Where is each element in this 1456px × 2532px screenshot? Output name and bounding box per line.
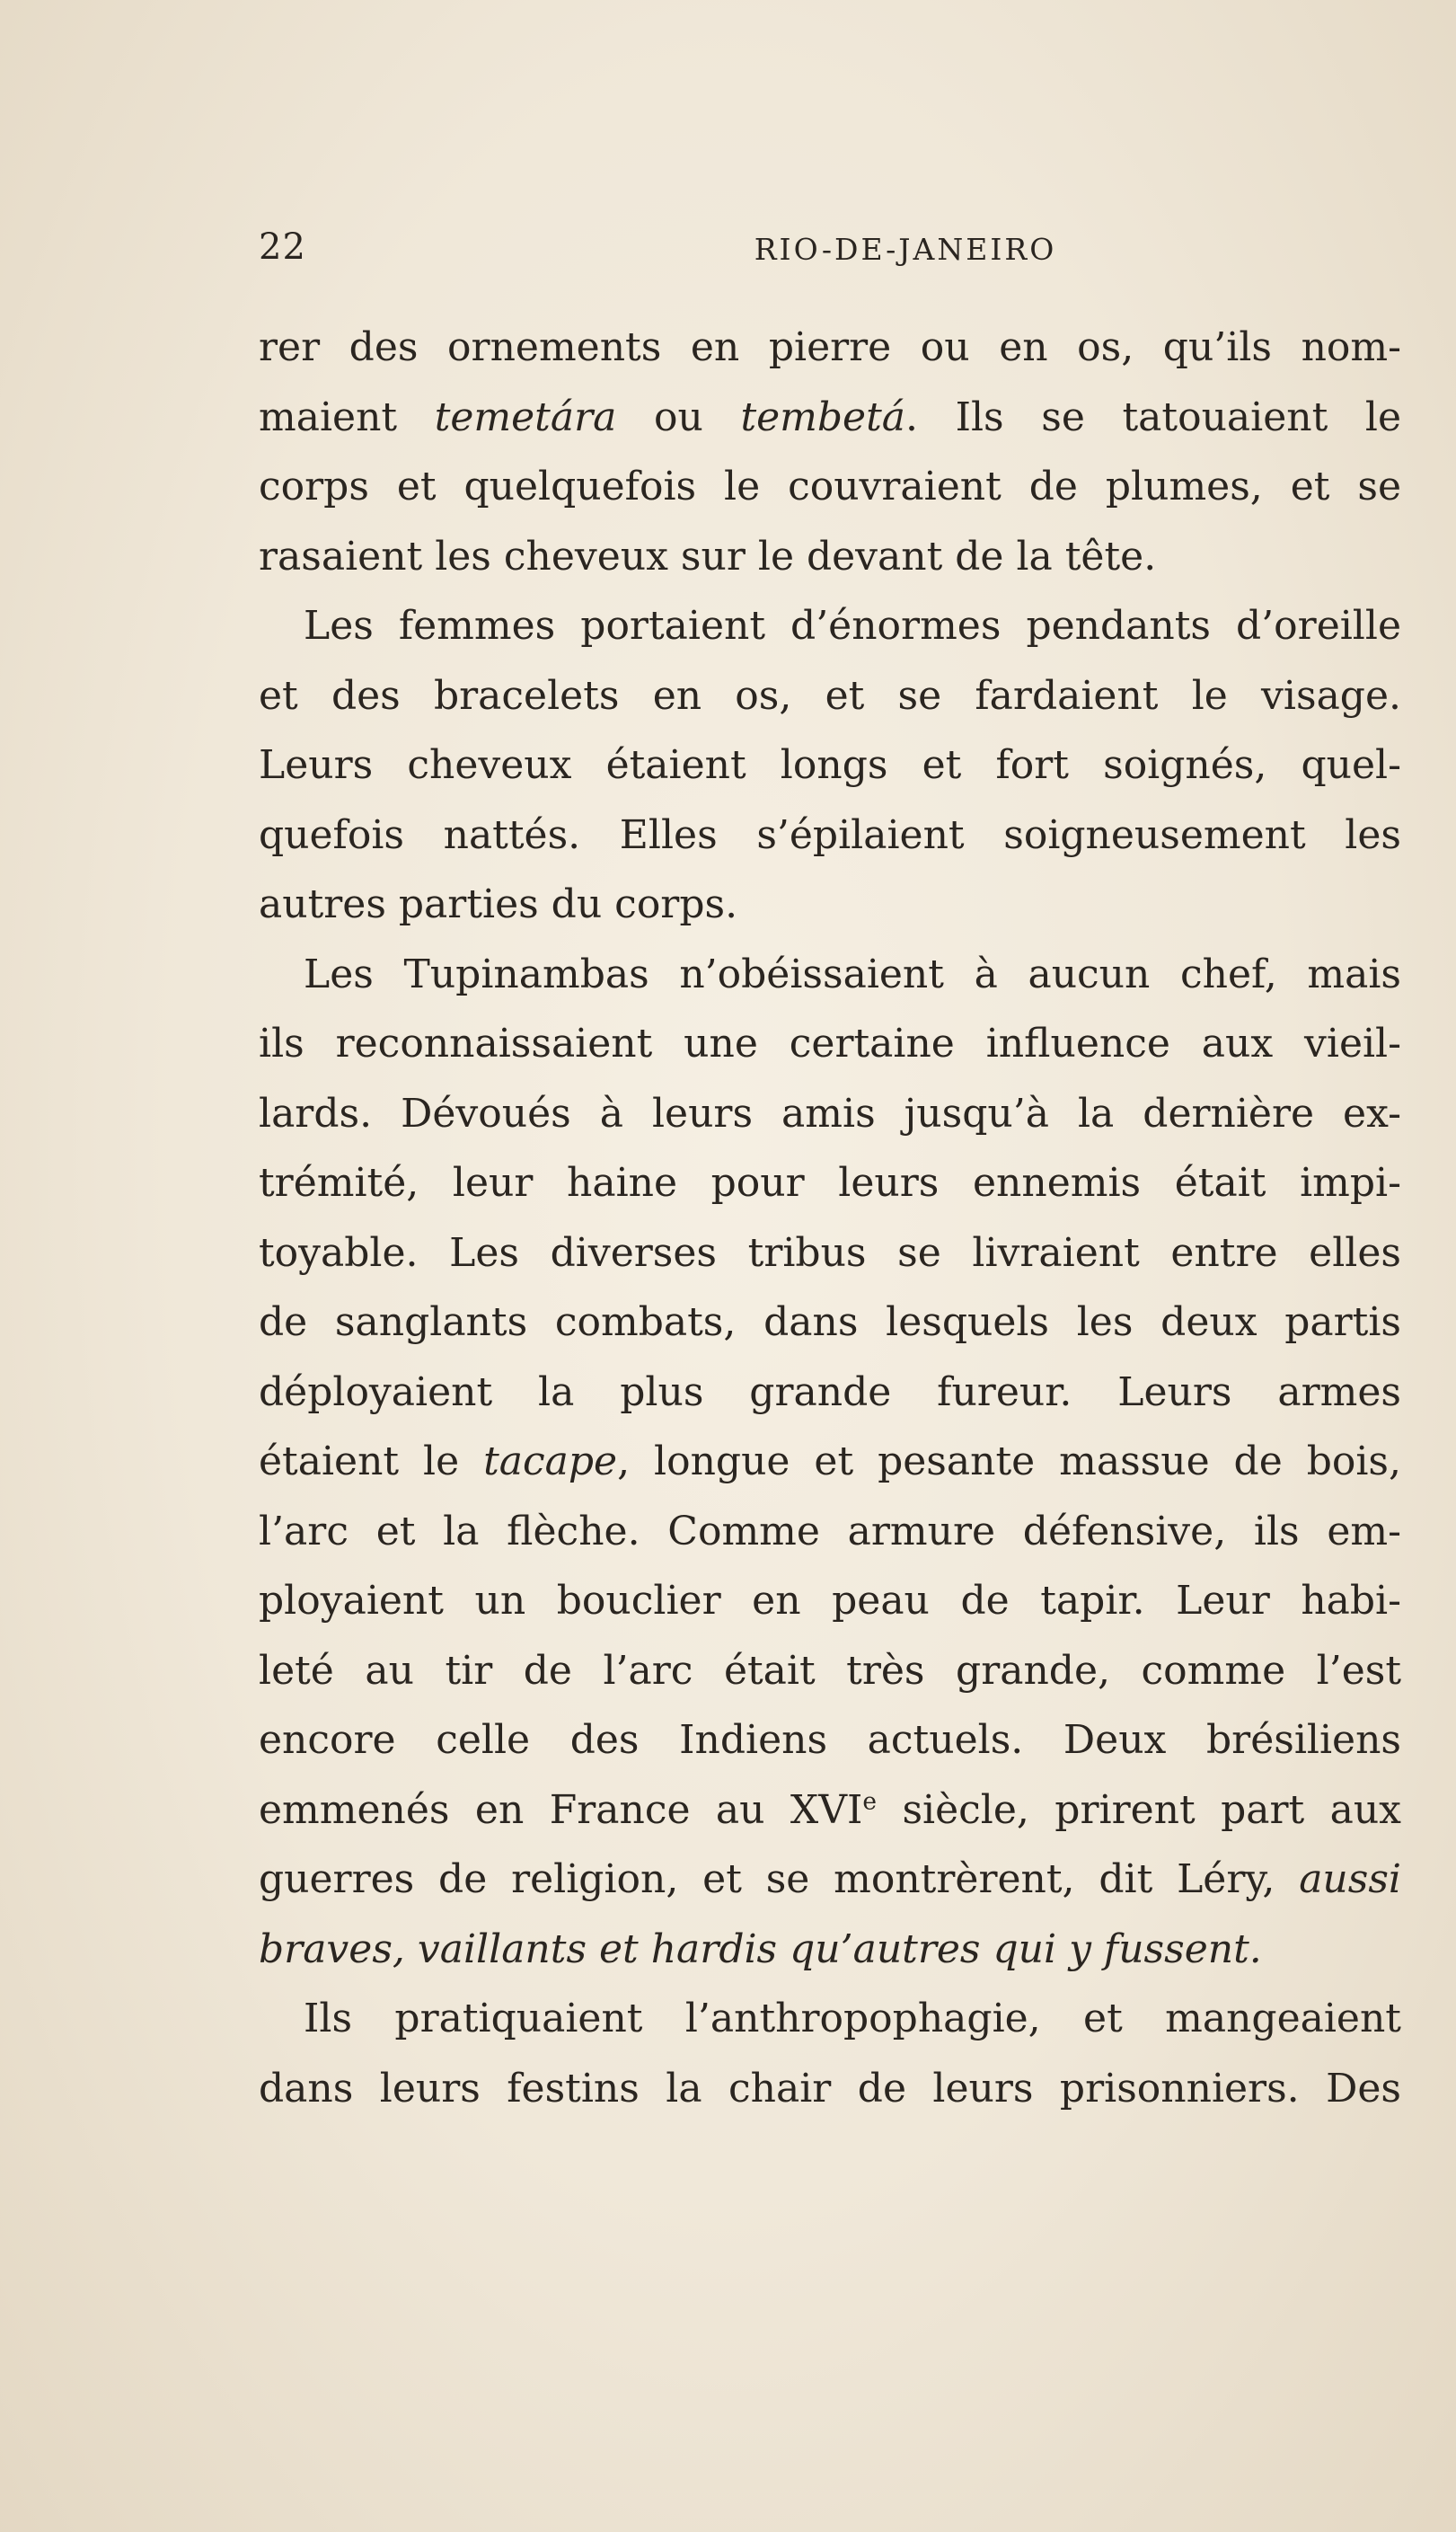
- text-line: guerres de religion, et se montrèrent, dit Léry, aussi: [259, 1856, 1401, 1902]
- text-line: Les Tupinambas n’obéissaient à aucun chef, mais: [304, 951, 1401, 997]
- text-line: déployaient la plus grande fureur. Leurs armes: [259, 1368, 1401, 1415]
- body-text: [259, 313, 1401, 2123]
- text-line: Les femmes portaient d’énormes pendants d’oreille: [304, 603, 1401, 649]
- italic-text: temetára: [434, 394, 617, 440]
- text-line: encore celle des Indiens actuels. Deux brésiliens: [259, 1717, 1401, 1763]
- text-line: étaient le tacape, longue et pesante massue de bois,: [259, 1439, 1401, 1484]
- page-number: 22: [259, 226, 306, 268]
- text-line: et des bracelets en os, et se fardaient le visage.: [259, 672, 1401, 719]
- text-line: maient temetára ou tembetá. Ils se tatouaient le: [259, 394, 1401, 440]
- italic-text: aussi: [1299, 1856, 1401, 1902]
- text-line: trémité, leur haine pour leurs ennemis était impi-: [259, 1160, 1401, 1206]
- text-line: Ils pratiquaient l’anthropophagie, et mangeaient: [304, 1996, 1401, 2041]
- paragraph: [259, 1984, 1401, 2123]
- text-line: lards. Dévoués à leurs amis jusqu’à la dernière ex-: [259, 1090, 1401, 1137]
- text-line: [259, 1915, 1401, 1985]
- text-line: ils reconnaissaient une certaine influence aux vieil-: [259, 1021, 1401, 1067]
- text-line: rer des ornements en pierre ou en os, qu’ils nom-: [259, 324, 1401, 370]
- text-line: quefois nattés. Elles s’épilaient soigneusement les: [259, 811, 1401, 858]
- text-line: de sanglants combats, dans lesquels les deux partis: [259, 1299, 1401, 1345]
- text-line: emmenés en France au XVIe siècle, prirent part aux: [259, 1786, 1401, 1833]
- paragraph: [259, 940, 1401, 1985]
- text-line: corps et quelquefois le couvraient de plumes, et se: [259, 464, 1401, 509]
- text-line: ployaient un bouclier en peau de tapir. Leur habi-: [259, 1578, 1401, 1624]
- text-line: leté au tir de l’arc était très grande, comme l’est: [259, 1647, 1401, 1694]
- paragraph: [259, 313, 1401, 591]
- italic-text: braves, vaillants et hardis qu’autres qui y fussent.: [259, 1926, 1262, 1972]
- superscript: e: [862, 1786, 878, 1815]
- text-line: dans leurs festins la chair de leurs prisonniers. Des: [259, 2065, 1401, 2111]
- running-title: RIO-DE-JANEIRO: [754, 232, 1057, 267]
- text-line: l’arc et la flèche. Comme armure défensive, ils em-: [259, 1508, 1401, 1554]
- page-header: [259, 226, 1408, 280]
- italic-text: tacape: [483, 1439, 618, 1484]
- text-line: autres parties du corps.: [259, 881, 738, 927]
- text-line: rasaient les cheveux sur le devant de la tête.: [259, 533, 1157, 580]
- text-line: Leurs cheveux étaient longs et fort soignés, quel-: [259, 742, 1401, 788]
- paragraph: [259, 591, 1401, 940]
- italic-text: tembetá: [740, 394, 905, 440]
- text-line: toyable. Les diverses tribus se livraient entre elles: [259, 1229, 1401, 1276]
